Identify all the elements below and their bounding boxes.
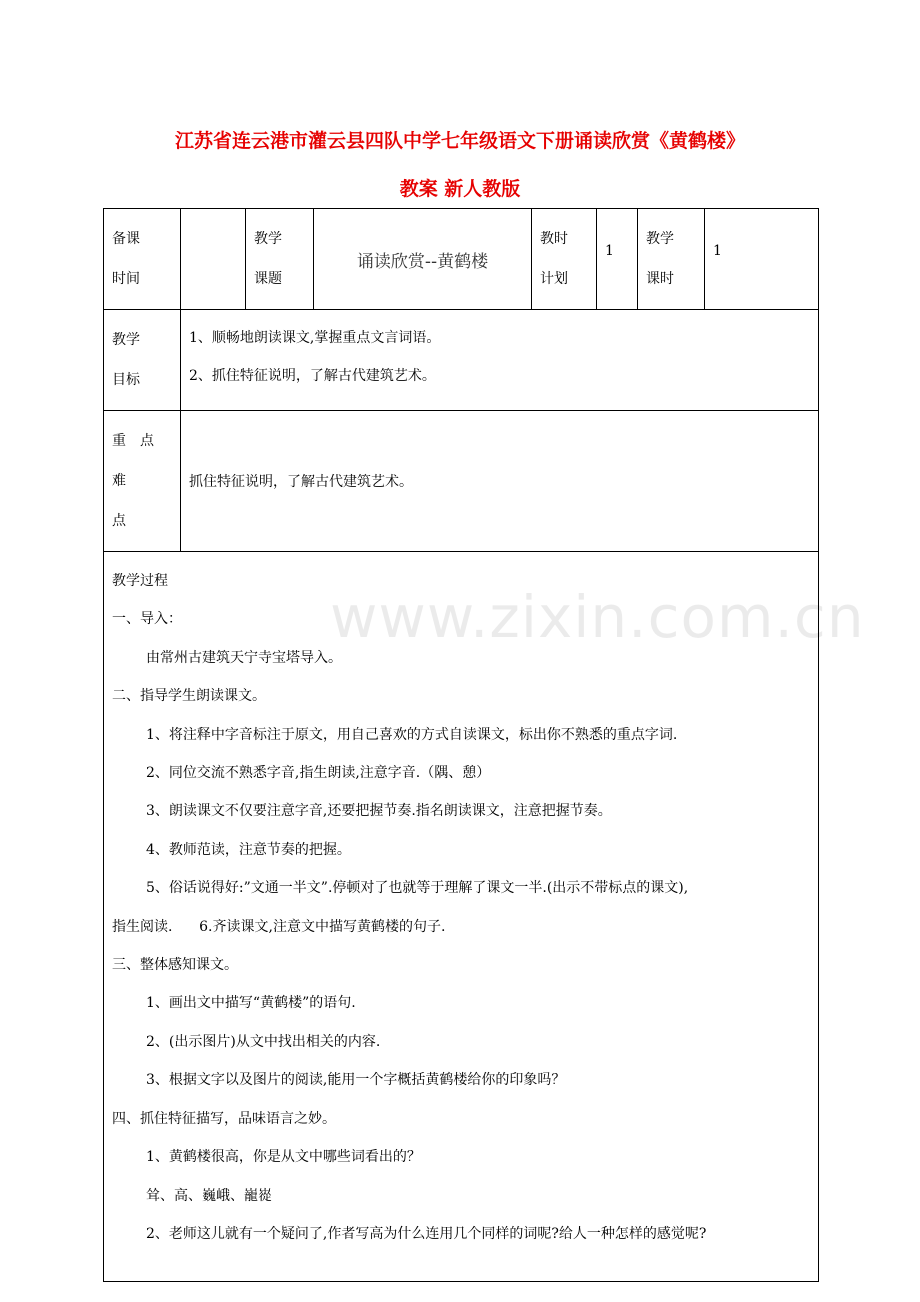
process-content [104, 552, 819, 1282]
process-line: 5、俗话说得好:”文通一半文”.停顿对了也就等于理解了课文一半.(出示不带标点的课文), [146, 880, 689, 897]
process-line: 一、导入： [112, 611, 182, 628]
key-points-content: 抓住特征说明，了解古代建筑艺术。 [181, 411, 819, 552]
process-line: 1、将注释中字音标注于原文，用自己喜欢的方式自读课文，标出你不熟悉的重点字词. [146, 726, 678, 743]
process-line: 四、抓住特征描写，品味语言之妙。 [112, 1110, 336, 1127]
process-line: 2、老师这儿就有一个疑问了,作者写高为什么连用几个同样的词呢?给人一种怎样的感觉呢? [146, 1225, 707, 1242]
goals-label: 教学 目标 [104, 310, 181, 411]
process-line: 4、教师范读，注意节奏的把握。 [146, 841, 351, 858]
key-points-row [104, 411, 819, 552]
process-line: 二、指导学生朗读课文。 [112, 688, 266, 705]
header-row [104, 209, 819, 310]
goals-content [181, 310, 819, 411]
prep-time-value [181, 209, 246, 310]
lesson-plan-table [103, 208, 819, 1282]
hours-value: 1 [705, 209, 819, 310]
plan-label: 教时 计划 [532, 209, 597, 310]
process-heading: 教学过程 [112, 573, 168, 589]
goal-item: 1、顺畅地朗读课文,掌握重点文言词语。 [189, 330, 441, 346]
hours-label: 教学 课时 [638, 209, 705, 310]
plan-value: 1 [597, 209, 638, 310]
process-line: 1、黄鹤楼很高，你是从文中哪些词看出的？ [146, 1149, 421, 1166]
topic-value: 诵读欣赏--黄鹤楼 [314, 209, 532, 310]
process-line: 3、朗读课文不仅要注意字音,还要把握节奏.指名朗读课文，注意把握节奏。 [146, 803, 612, 820]
goals-row [104, 310, 819, 411]
goal-item: 2、抓住特征说明，了解古代建筑艺术。 [189, 368, 436, 384]
document-title-line-1: 江苏省连云港市灌云县四队中学七年级语文下册诵读欣赏《黄鹤楼》 [174, 130, 745, 152]
process-row [104, 552, 819, 1282]
process-line: 指生阅读. 6.齐读课文,注意文中描写黄鹤楼的句子. [112, 918, 446, 935]
prep-time-label: 备课 时间 [104, 209, 181, 310]
process-line: 2、同位交流不熟悉字音,指生朗读,注意字音.（隅、憩） [146, 765, 491, 782]
process-line: 3、根据文字以及图片的阅读,能用一个字概括黄鹤楼给你的印象吗？ [146, 1072, 566, 1089]
process-line: 耸、高、巍峨、巃嵸 [146, 1187, 272, 1204]
topic-label: 教学 课题 [246, 209, 314, 310]
key-points-label: 重点难 点 [104, 411, 181, 552]
process-line: 2、(出示图片)从文中找出相关的内容. [146, 1033, 381, 1050]
process-line: 1、画出文中描写“黄鹤楼”的语句. [146, 995, 356, 1012]
process-line: 三、整体感知课文。 [112, 957, 238, 974]
watermark: www.zixin.com.cn [330, 583, 865, 651]
document-title-line-2: 教案 新人教版 [399, 178, 521, 200]
process-line: 由常州古建筑天宁寺宝塔导入。 [146, 649, 342, 666]
